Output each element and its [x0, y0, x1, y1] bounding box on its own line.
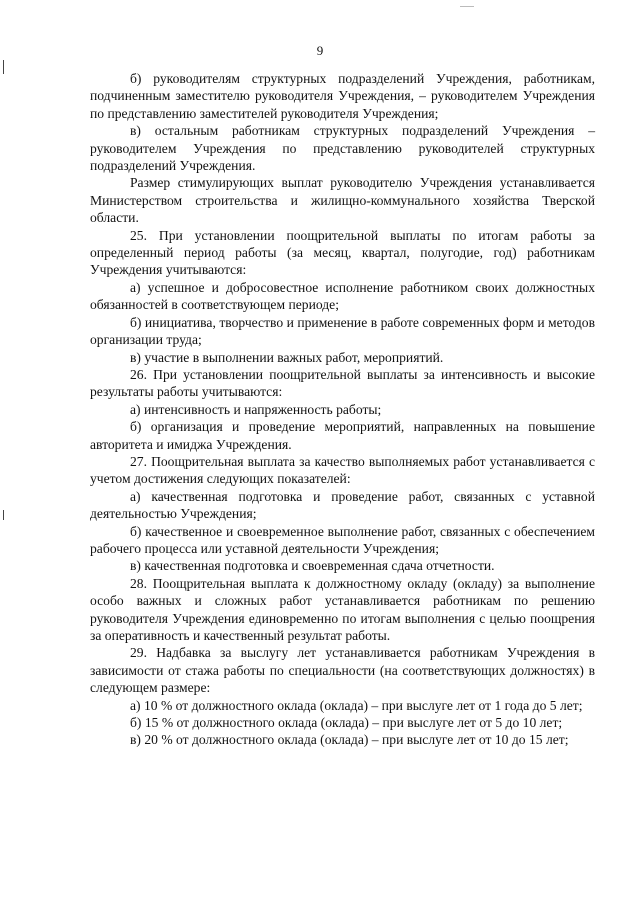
scan-edge-mark	[3, 60, 4, 74]
paragraph-29-b: б) 15 % от должностного оклада (оклада) – при выслуге лет от 5 до 10 лет;	[130, 715, 563, 731]
paragraph-29-v: в) 20 % от должностного оклада (оклада) – при выслуге лет от 10 до 15 лет;	[130, 732, 569, 748]
paragraph-25-b: б) инициатива, творчество и применение в работе современных форм и методов организации труда;	[90, 314, 595, 348]
paragraph-29-a: а) 10 % от должностного оклада (оклада) – при выслуге лет от 1 года до 5 лет;	[130, 697, 583, 713]
paragraph-28: 28. Поощрительная выплата к должностному окладу (окладу) за выполнение особо важных и сложных работ устанавливается работникам по решению руководителя Учреждения единовременно по итогам выполнения с целью поощрения за оперативность и качественный результат работы.	[90, 575, 595, 643]
scan-edge-mark	[3, 510, 4, 520]
paragraph-b-department-heads: б) руководителям структурных подразделений Учреждения, работникам, подчиненным заместителю руководителя Учреждения, – руководителем Учреждения по представлению заместителей руководителя Учреждения;	[90, 71, 595, 121]
paragraph-26-a: а) интенсивность и напряженность работы;	[130, 401, 382, 417]
paragraph-v-other-employees: в) остальным работникам структурных подразделений Учреждения – руководителем Учреждения по представлению руководителей структурных подразделений Учреждения.	[90, 123, 595, 174]
paragraph-27-b: б) качественное и своевременное выполнение работ, связанных с обеспечением рабочего процесса или уставной деятельности Учреждения;	[90, 523, 595, 556]
page-number: 9	[316, 43, 324, 58]
paragraph-27: 27. Поощрительная выплата за качество выполняемых работ устанавливается с учетом достижения следующих показателей:	[90, 453, 595, 487]
paragraph-29: 29. Надбавка за выслугу лет устанавливается работникам Учреждения в зависимости от стажа работы по специальности (на соответствующих должностях) в следующем размере:	[90, 645, 595, 696]
paragraph-27-a: а) качественная подготовка и проведение работ, связанных с уставной деятельностью Учреждения;	[90, 488, 595, 522]
paragraph-director-bonus-size: Размер стимулирующих выплат руководителю Учреждения устанавливается Министерством строительства и жилищно-коммунального хозяйства Тверской области.	[90, 175, 595, 226]
paragraph-25-a: а) успешное и добросовестное исполнение работником своих должностных обязанностей в соответствующем периоде;	[90, 279, 595, 313]
paragraph-26: 26. При установлении поощрительной выплаты за интенсивность и высокие результаты работы учитываются:	[90, 366, 595, 400]
paragraph-25-v: в) участие в выполнении важных работ, мероприятий.	[130, 349, 444, 365]
scan-edge-mark	[460, 6, 474, 7]
document-body	[90, 70, 595, 749]
paragraph-27-v: в) качественная подготовка и своевременная сдача отчетности.	[130, 558, 495, 574]
paragraph-26-b: б) организация и проведение мероприятий, направленных на повышение авторитета и имиджа Учреждения.	[90, 419, 595, 452]
paragraph-25: 25. При установлении поощрительной выплаты по итогам работы за определенный период работы (за месяц, квартал, полугодие, год) работникам Учреждения учитываются:	[90, 227, 595, 278]
